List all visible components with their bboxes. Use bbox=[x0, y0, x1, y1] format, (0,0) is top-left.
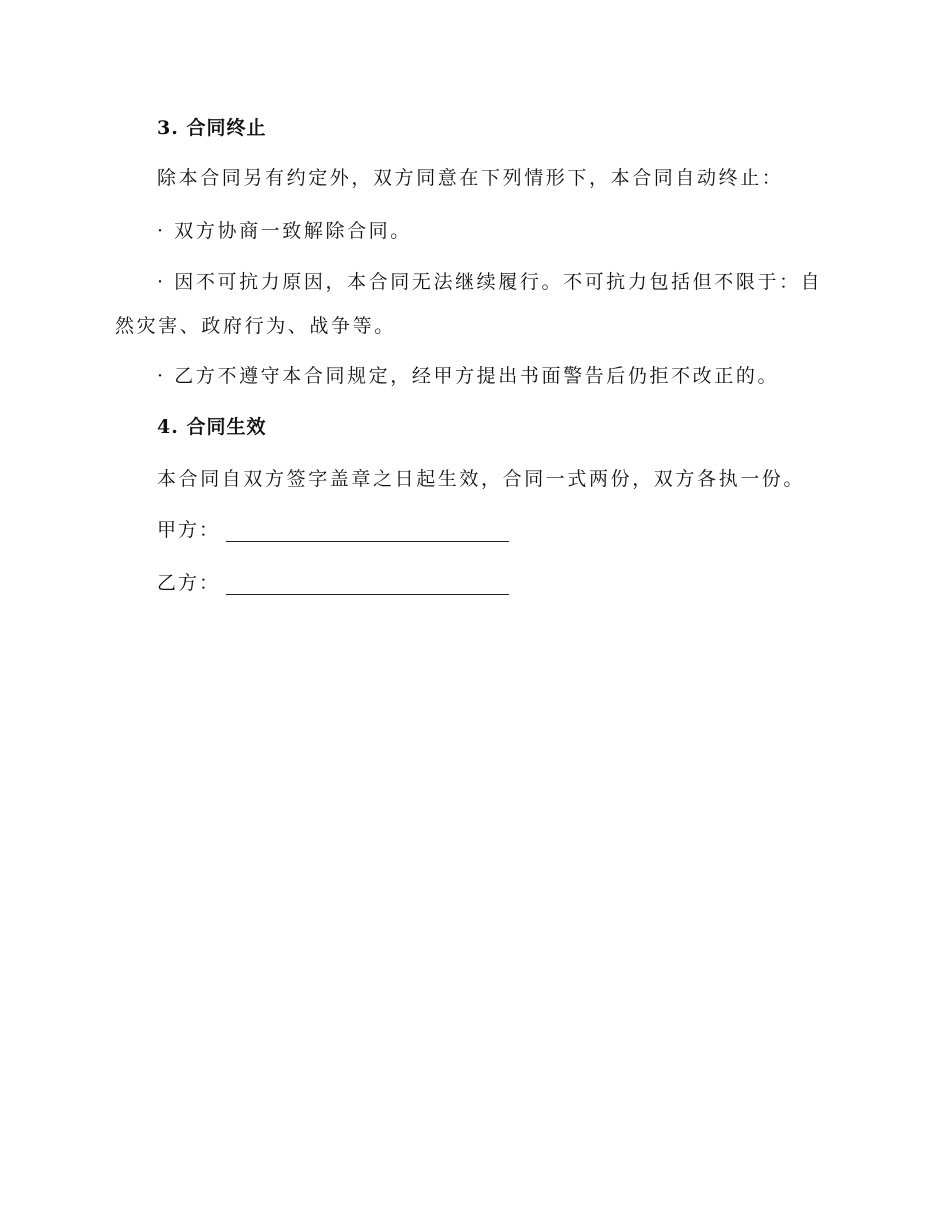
section-4-body: 本合同自双方签字盖章之日起生效，合同一式两份，双方各执一份。 bbox=[157, 468, 806, 490]
section-4-heading: 4. 合同生效 bbox=[157, 416, 267, 438]
party-a-signature-line bbox=[157, 518, 509, 542]
party-b-signature-line bbox=[157, 571, 509, 595]
party-b-signature-field[interactable] bbox=[226, 574, 509, 595]
party-a-label: 甲方： bbox=[157, 519, 221, 541]
list-item: · 双方协商一致解除合同。 bbox=[157, 220, 412, 242]
list-item: · 乙方不遵守本合同规定，经甲方提出书面警告后仍拒不改正的。 bbox=[157, 365, 780, 387]
section-3-intro: 除本合同另有约定外，双方同意在下列情形下，本合同自动终止： bbox=[157, 167, 784, 189]
party-a-signature-field[interactable] bbox=[226, 521, 509, 542]
party-b-label: 乙方： bbox=[157, 572, 221, 594]
section-3-heading: 3. 合同终止 bbox=[157, 117, 267, 139]
list-item: · 因不可抗力原因，本合同无法继续履行。不可抗力包括但不限于：自然灾害、政府行为、战争等。 bbox=[115, 271, 823, 337]
